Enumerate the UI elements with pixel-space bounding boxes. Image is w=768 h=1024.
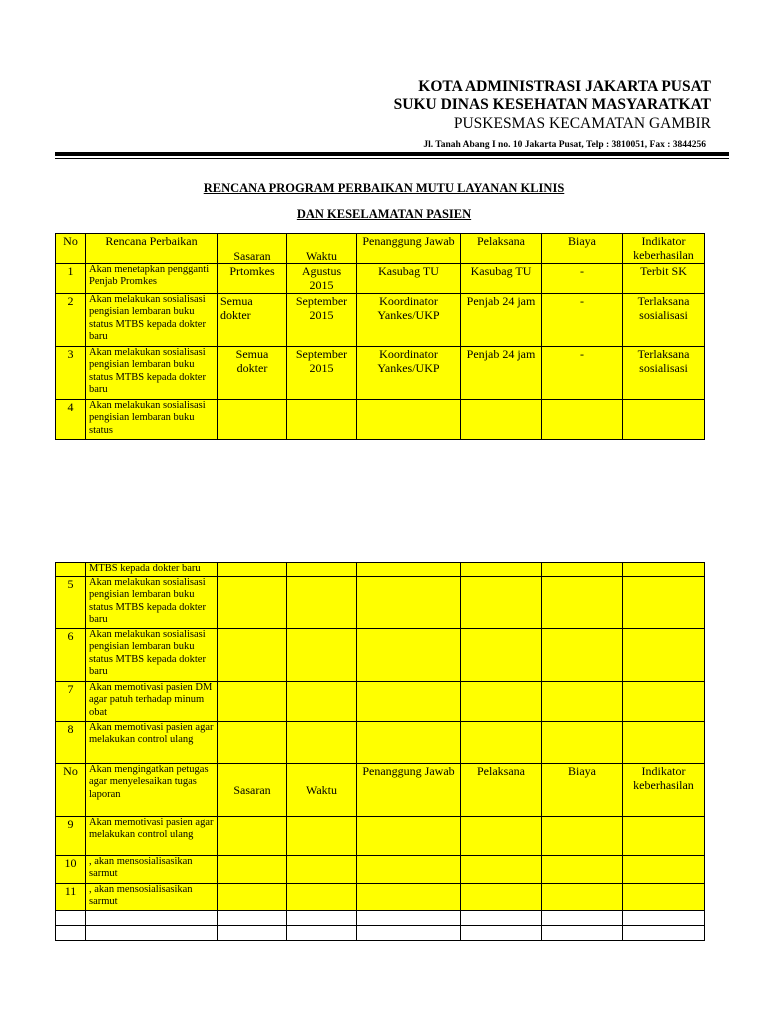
letterhead	[0, 78, 711, 133]
row-pelaksana: Penjab 24 jam	[461, 347, 542, 400]
table-row	[56, 577, 705, 629]
row-rencana: Akan memotivasi pasien DM agar patuh terhadap minum obat	[86, 682, 218, 722]
letterhead-address: Jl. Tanah Abang I no. 10 Jakarta Pusat, Telp : 3810051, Fax : 3844256	[423, 140, 706, 150]
table-row	[56, 294, 705, 347]
row-rencana: Akan memotivasi pasien agar melakukan control ulang	[86, 817, 218, 856]
letterhead-rule-thick	[55, 152, 729, 156]
row-waktu: September 2015	[287, 294, 357, 347]
row-sasaran: Prtomkes	[218, 264, 287, 294]
row-indikator: Terlaksana sosialisasi	[623, 294, 705, 347]
table-row	[56, 817, 705, 856]
row-penanggung-jawab	[357, 400, 461, 440]
repeated-header-row	[56, 764, 705, 817]
header-pelaksana: Pelaksana	[461, 764, 542, 817]
empty-row	[56, 911, 705, 926]
table-row	[56, 722, 705, 764]
header-pelaksana: Pelaksana	[461, 234, 542, 264]
row-biaya	[542, 400, 623, 440]
row-waktu: September 2015	[287, 347, 357, 400]
row-no: 2	[56, 294, 86, 347]
header-waktu: Waktu	[287, 234, 357, 264]
row-biaya: -	[542, 347, 623, 400]
empty-row	[56, 926, 705, 941]
document-title: RENCANA PROGRAM PERBAIKAN MUTU LAYANAN KLINIS	[203, 181, 565, 195]
header-row	[56, 234, 705, 264]
row-no: 3	[56, 347, 86, 400]
improvement-plan-table	[55, 233, 705, 440]
row-no	[56, 563, 86, 577]
row-penanggung-jawab: Koordinator Yankes/UKP	[357, 294, 461, 347]
improvement-plan-table-continued	[55, 562, 705, 941]
row-rencana: Akan melakukan sosialisasi pengisian lembaran buku status MTBS kepada dokter baru	[86, 629, 218, 682]
header-indikator: Indikator keberhasilan	[623, 234, 705, 264]
row-pelaksana: Kasubag TU	[461, 264, 542, 294]
row-waktu: Agustus 2015	[287, 264, 357, 294]
row-rencana: , akan mensosialisasikan sarmut	[86, 856, 218, 884]
table-row	[56, 682, 705, 722]
row-rencana: Akan menetapkan pengganti Penjab Promkes	[86, 264, 218, 294]
letterhead-city: KOTA ADMINISTRASI JAKARTA PUSAT	[418, 78, 711, 95]
row-sasaran	[218, 400, 287, 440]
row-no: No	[56, 764, 86, 817]
row-pelaksana	[461, 400, 542, 440]
row-indikator	[623, 400, 705, 440]
row-rencana: Akan mengingatkan petugas agar menyelesaikan tugas laporan	[86, 764, 218, 817]
row-biaya: -	[542, 294, 623, 347]
table-row	[56, 400, 705, 440]
header-sasaran: Sasaran	[218, 234, 287, 264]
row-sasaran: Semua dokter	[218, 347, 287, 400]
row-rencana: Akan melakukan sosialisasi pengisian lembaran buku status MTBS kepada dokter baru	[86, 347, 218, 400]
row-waktu	[287, 400, 357, 440]
table-row	[56, 264, 705, 294]
header-no: No	[56, 234, 86, 264]
row-rencana: Akan melakukan sosialisasi pengisian lembaran buku status	[86, 400, 218, 440]
row-no: 7	[56, 682, 86, 722]
row-rencana: Akan melakukan sosialisasi pengisian lembaran buku status MTBS kepada dokter baru	[86, 577, 218, 629]
row-no: 4	[56, 400, 86, 440]
table-row	[56, 347, 705, 400]
row-rencana: Akan memotivasi pasien agar melakukan control ulang	[86, 722, 218, 764]
row-rencana: , akan mensosialisasikan sarmut	[86, 884, 218, 911]
row-penanggung-jawab: Kasubag TU	[357, 264, 461, 294]
row-pelaksana: Penjab 24 jam	[461, 294, 542, 347]
row-rencana: MTBS kepada dokter baru	[86, 563, 218, 577]
header-waktu: Waktu	[287, 764, 357, 817]
table-row	[56, 629, 705, 682]
header-rencana: Rencana Perbaikan	[86, 234, 218, 264]
header-biaya: Biaya	[542, 234, 623, 264]
row-no: 9	[56, 817, 86, 856]
row-no: 5	[56, 577, 86, 629]
row-no: 1	[56, 264, 86, 294]
header-penanggung-jawab: Penanggung Jawab	[357, 234, 461, 264]
letterhead-clinic: PUSKESMAS KECAMATAN GAMBIR	[453, 115, 711, 132]
table-row	[56, 563, 705, 577]
row-no: 6	[56, 629, 86, 682]
header-biaya: Biaya	[542, 764, 623, 817]
header-sasaran: Sasaran	[218, 764, 287, 817]
row-no: 8	[56, 722, 86, 764]
row-indikator: Terlaksana sosialisasi	[623, 347, 705, 400]
header-indikator: Indikator keberhasilan	[623, 764, 705, 817]
table-row	[56, 884, 705, 911]
letterhead-agency: SUKU DINAS KESEHATAN MASYARATKAT	[393, 96, 711, 113]
header-penanggung-jawab: Penanggung Jawab	[357, 764, 461, 817]
row-no: 11	[56, 884, 86, 911]
row-indikator: Terbit SK	[623, 264, 705, 294]
row-no: 10	[56, 856, 86, 884]
row-rencana: Akan melakukan sosialisasi pengisian lembaran buku status MTBS kepada dokter baru	[86, 294, 218, 347]
letterhead-rule-thin	[55, 158, 729, 159]
row-biaya: -	[542, 264, 623, 294]
row-sasaran: Semua dokter	[218, 294, 287, 347]
document-subtitle: DAN KESELAMATAN PASIEN	[296, 207, 472, 221]
table-row	[56, 856, 705, 884]
row-penanggung-jawab: Koordinator Yankes/UKP	[357, 347, 461, 400]
